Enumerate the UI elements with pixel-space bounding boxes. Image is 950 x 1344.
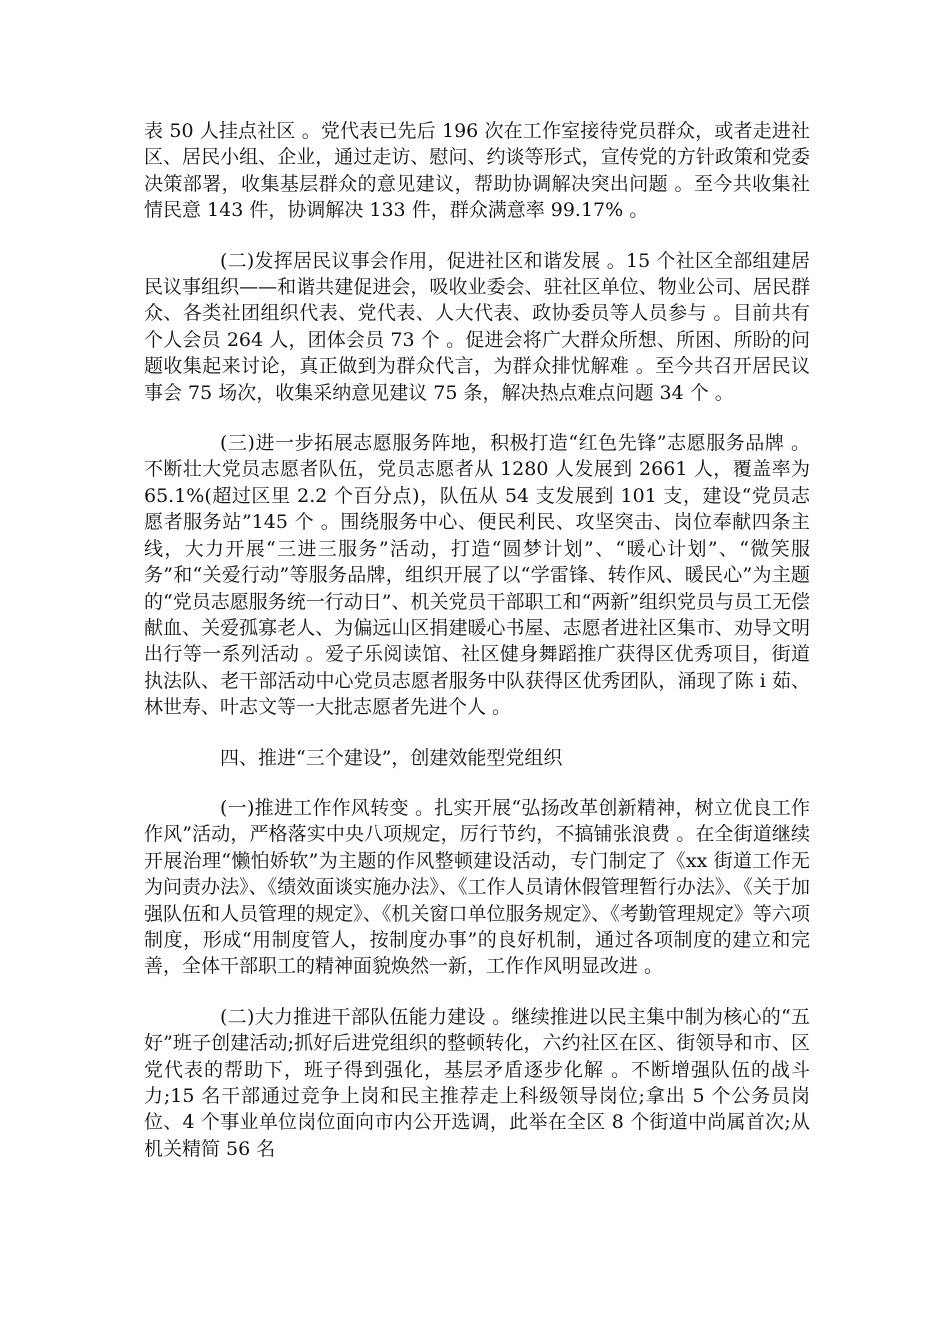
paragraph: (一)推进工作作风转变 。扎实开展“弘扬改革创新精神，树立优良工作作风”活动，严格落实中央八项规定，厉行节约，不搞铺张浪费 。在全街道继续开展治理“懒怕娇软”为主题的作风整顿建设活动，专门制定了《xx 街道工作无为问责办法》、《绩效面谈实施办法》、《工作人员请休假管理暂行办法》、《关于加强队伍和人员管理的规定》、《机关窗口单位服务规定》、《考勤管理规定》等六项制度，形成“用制度管人，按制度办事”的良好机制，通过各项制度的建立和完善，全体干部职工的精神面貌焕然一新，工作作风明显改进 。 [144,796,810,978]
paragraph: 表 50 人挂点社区 。党代表已先后 196 次在工作室接待党员群众，或者走进社区、居民小组、企业，通过走访、慰问、约谈等形式，宣传党的方针政策和党委决策部署，收集基层群众的意见建议，帮助协调解决突出问题 。至今共收集社情民意 143 件，协调解决 133 件，群众满意率 99.17% 。 [144,120,810,222]
paragraph: (二)发挥居民议事会作用，促进社区和谐发展 。15 个社区全部组建居民议事组织——和谐共建促进会，吸收业委会、驻社区单位、物业公司、居民群众、各类社团组织代表、党代表、人大代表、政协委员等人员参与 。目前共有个人会员 264 人，团体会员 73 个 。促进会将广大群众所想、所困、所盼的问题收集起来讨论，真正做到为群众代言，为群众排忧解难 。至今共召开居民议事会 75 场次，收集采纳意见建议 75 条，解决热点难点问题 34 个 。 [144,249,810,404]
paragraph: (二)大力推进干部队伍能力建设 。继续推进以民主集中制为核心的“五好”班子创建活动;抓好后进党组织的整顿转化，六约社区在区、街领导和市、区党代表的帮助下，班子得到强化，基层矛盾逐步化解 。不断增强队伍的战斗力;15 名干部通过竞争上岗和民主推荐走上科级领导岗位;拿出 5 个公务员岗位、4 个事业单位岗位面向市内公开选调，此举在全区 8 个街道中尚属首次;从机关精简 56 名 [144,1005,810,1160]
paragraph: (三)进一步拓展志愿服务阵地，积极打造“红色先锋”志愿服务品牌 。不断壮大党员志愿者队伍，党员志愿者从 1280 人发展到 2661 人，覆盖率为 65.1%(超过区里 2.2 个百分点)，队伍从 54 支发展到 101 支，建设“党员志愿者服务站”145 个 。围绕服务中心、便民利民、攻坚突击、岗位奉献四条主线，大力开展“三进三服务”活动，打造“圆梦计划”、“暖心计划”、“微笑服务”和“关爱行动”等服务品牌，组织开展了以“学雷锋、转作风、暖民心”为主题的“党员志愿服务统一行动日”、机关党员干部职工和“两新”组织党员与员工无偿献血、关爱孤寡老人、为偏远山区捐建暖心书屋、志愿者进社区集市、劝导文明出行等一系列活动 。爱子乐阅读馆、社区健身舞蹈推广获得区优秀项目，街道执法队、老干部活动中心党员志愿者服务中队获得区优秀团队，涌现了陈 i 茹、林世寿、叶志文等一大批志愿者先进个人 。 [144,432,810,719]
document-page [144,118,810,1162]
section-heading: 四、推进“三个建设”，创建效能型党组织 [220,746,563,769]
